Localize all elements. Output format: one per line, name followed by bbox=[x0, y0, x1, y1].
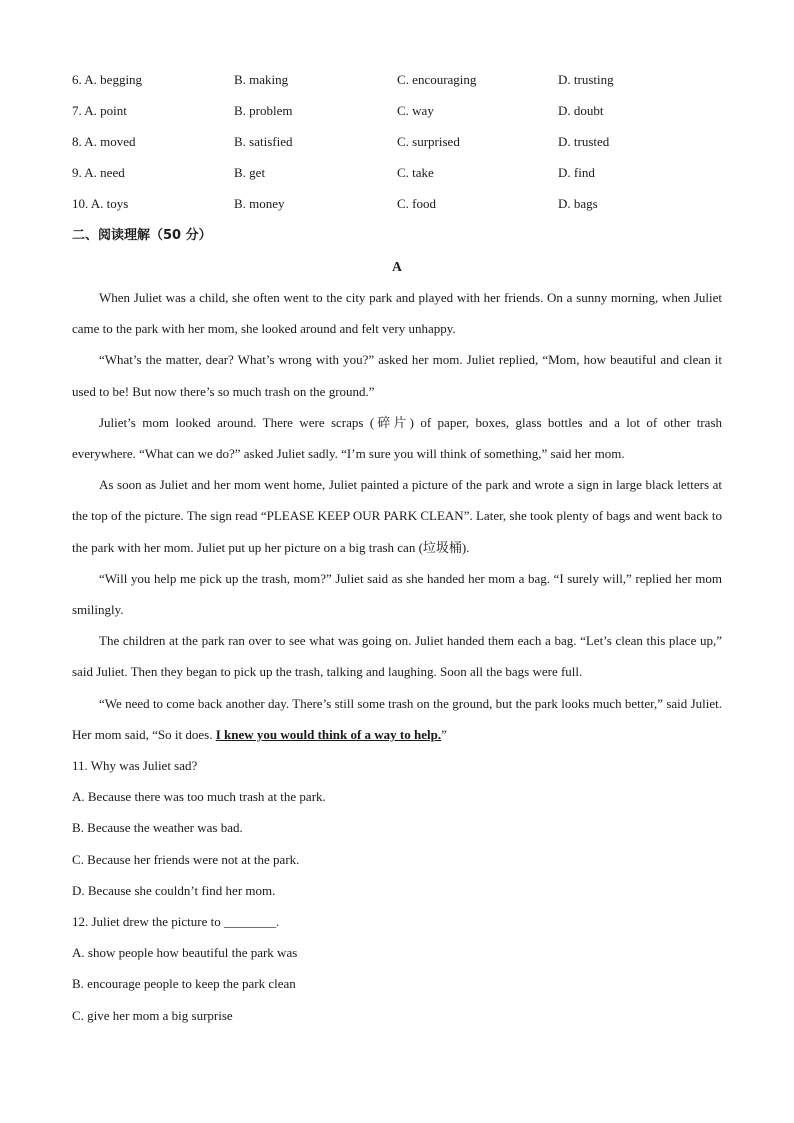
answer-option-b: B. Because the weather was bad. bbox=[72, 820, 243, 836]
passage-paragraph: “Will you help me pick up the trash, mom?” Juliet said as she handed her mom a bag. “I surely will,” replied her mom smilingly. bbox=[72, 570, 722, 617]
passage-title: A bbox=[392, 258, 402, 274]
option-d: D. find bbox=[558, 165, 595, 181]
section-title: 二、阅读理解（50 分） bbox=[72, 227, 212, 243]
option-b: B. satisfied bbox=[234, 133, 293, 149]
paragraph-text: “We need to come back another day. There’s still some trash on the ground, but the park looks much better,” said Juliet. Her mom said, “So it does. bbox=[72, 695, 722, 742]
closing-quote: ” bbox=[441, 726, 447, 742]
option-a: 7. A. point bbox=[72, 102, 127, 118]
option-a: 9. A. need bbox=[72, 165, 125, 181]
option-a: 8. A. moved bbox=[72, 133, 136, 149]
exam-page bbox=[72, 64, 722, 1031]
option-b: B. problem bbox=[234, 102, 293, 118]
passage-paragraph: The children at the park ran over to see what was going on. Juliet handed them each a bag. “Let’s clean this place up,” said Juliet. Then they began to pick up the trash, talking and laughing. Soon all the bags were full. bbox=[72, 633, 722, 680]
option-c: C. way bbox=[397, 102, 434, 118]
option-row-8 bbox=[72, 126, 722, 157]
passage-paragraph: “What’s the matter, dear? What’s wrong with you?” asked her mom. Juliet replied, “Mom, how beautiful and clean it used to be! But now there’s so much trash on the ground.” bbox=[72, 352, 722, 399]
option-b: B. get bbox=[234, 165, 266, 181]
option-a: 10. A. toys bbox=[72, 196, 129, 212]
option-row-6 bbox=[72, 64, 722, 95]
answer-option-c: C. give her mom a big surprise bbox=[72, 1007, 233, 1023]
passage-paragraph: Juliet’s mom looked around. There were scraps (碎片) of paper, boxes, glass bottles and a lot of other trash everywhere. “What can we do?” asked Juliet sadly. “I’m sure you will think of something,” said her mom. bbox=[72, 414, 722, 461]
answer-option-a: A. Because there was too much trash at the park. bbox=[72, 789, 326, 805]
passage-paragraph: When Juliet was a child, she often went to the city park and played with her friends. On a sunny morning, when Juliet came to the park with her mom, she looked around and felt very unhappy. bbox=[72, 289, 722, 337]
answer-option-d: D. Because she couldn’t find her mom. bbox=[72, 882, 276, 898]
option-a: 6. A. begging bbox=[72, 71, 143, 87]
answer-option-c: C. Because her friends were not at the park. bbox=[72, 851, 300, 867]
passage-paragraph-last bbox=[72, 688, 722, 750]
question-12 bbox=[72, 906, 722, 1031]
option-b: B. money bbox=[234, 196, 285, 212]
option-row-7 bbox=[72, 95, 722, 126]
question-11 bbox=[72, 750, 722, 906]
option-c: C. encouraging bbox=[397, 71, 477, 87]
option-b: B. making bbox=[234, 71, 289, 87]
underlined-sentence: I knew you would think of a way to help. bbox=[215, 726, 442, 742]
option-c: C. surprised bbox=[397, 133, 460, 149]
option-d: D. trusted bbox=[558, 133, 610, 149]
option-row-10 bbox=[72, 189, 722, 220]
reading-passage bbox=[72, 282, 722, 750]
passage-paragraph: As soon as Juliet and her mom went home, Juliet painted a picture of the park and wrote a sign in large black letters at the top of the picture. The sign read “PLEASE KEEP OUR PARK CLEAN”. Later, she took plenty of bags and went back to the park with her mom. Juliet put up her picture on a big trash can (垃圾桶). bbox=[72, 477, 722, 555]
option-row-9 bbox=[72, 158, 722, 189]
option-c: C. food bbox=[397, 196, 436, 212]
question-stem: 12. Juliet drew the picture to ________. bbox=[72, 914, 280, 929]
answer-option-a: A. show people how beautiful the park was bbox=[72, 945, 298, 961]
question-stem: 11. Why was Juliet sad? bbox=[72, 757, 198, 773]
option-d: D. bags bbox=[558, 196, 598, 212]
answer-option-b: B. encourage people to keep the park clean bbox=[72, 976, 296, 992]
option-d: D. trusting bbox=[558, 71, 614, 87]
cloze-options bbox=[72, 64, 722, 220]
option-d: D. doubt bbox=[558, 102, 604, 118]
option-c: C. take bbox=[397, 165, 434, 181]
